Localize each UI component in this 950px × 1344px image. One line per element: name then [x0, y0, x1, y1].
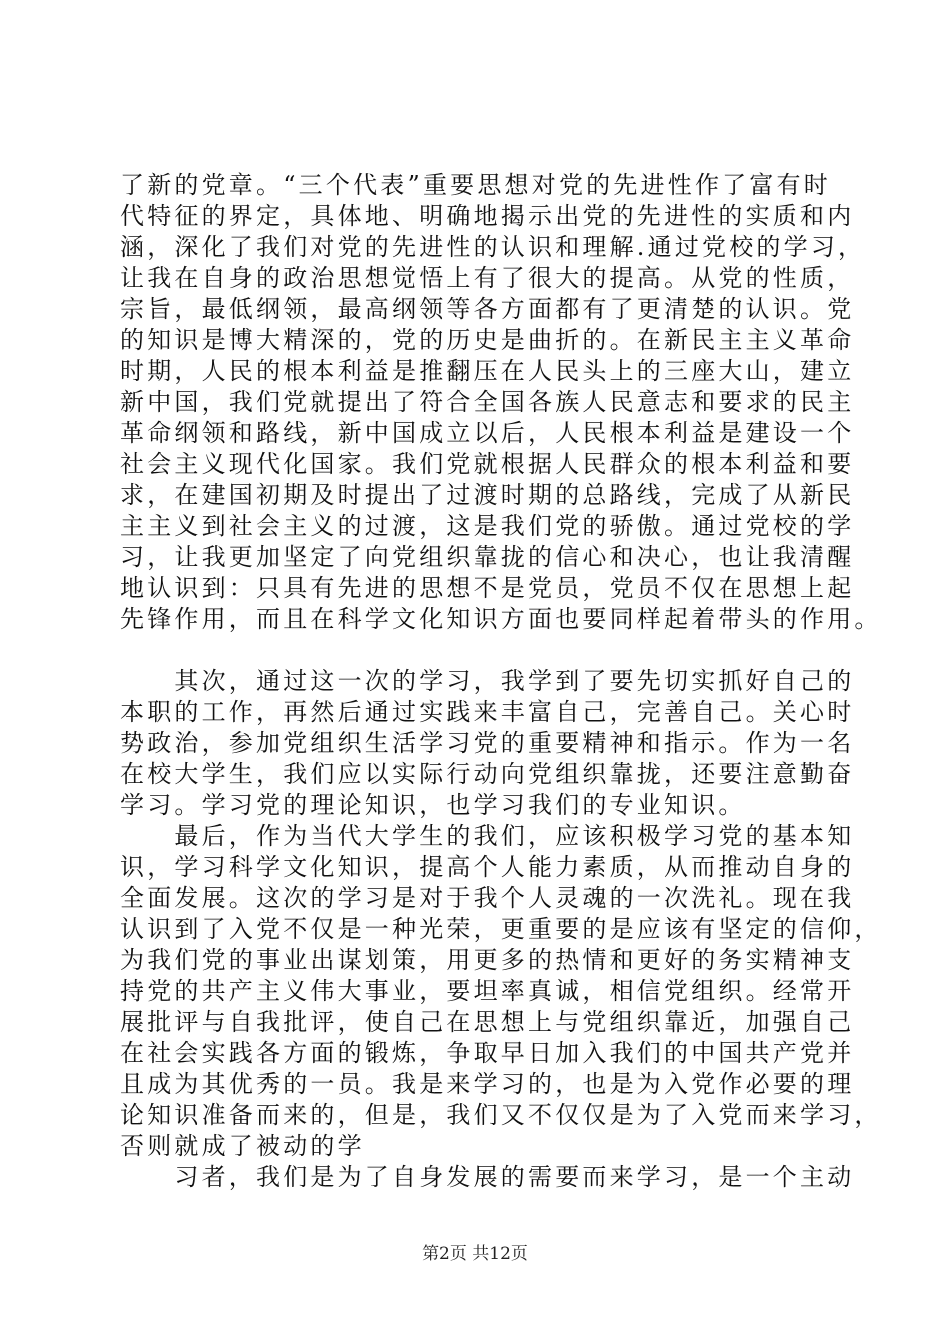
- text-line: 论知识准备而来的，但是，我们又不仅仅是为了入党而来学习，: [120, 1101, 882, 1129]
- text-line: 展批评与自我批评，使自己在思想上与党组织靠近，加强自己: [120, 1008, 855, 1036]
- text-line: 认识到了入党不仅是一种光荣，更重要的是应该有坚定的信仰，: [120, 915, 882, 943]
- text-line: 势政治，参加党组织生活学习党的重要精神和指示。作为一名: [120, 729, 855, 757]
- text-line: 主主义到社会主义的过渡，这是我们党的骄傲。通过党校的学: [120, 512, 855, 540]
- text-line: 革命纲领和路线，新中国成立以后，人民根本利益是建设一个: [120, 419, 855, 447]
- text-line: 识，学习科学文化知识，提高个人能力素质，从而推动自身的: [120, 853, 855, 881]
- text-line: 且成为其优秀的一员。我是来学习的，也是为入党作必要的理: [120, 1070, 855, 1098]
- text-line: 时期，人民的根本利益是推翻压在人民头上的三座大山，建立: [120, 357, 855, 385]
- text-line: 在校大学生，我们应以实际行动向党组织靠拢，还要注意勤奋: [120, 760, 855, 788]
- text-line: 学习。学习党的理论知识，也学习我们的专业知识。: [120, 791, 746, 819]
- paragraph-gap: [120, 635, 845, 666]
- text-line: 了新的党章。“三个代表”重要思想对党的先进性作了富有时: [120, 171, 831, 199]
- paragraph-4: [120, 1162, 855, 1193]
- page-number-footer: 第2页 共12页: [422, 1244, 528, 1264]
- text-line: 宗旨，最低纲领，最高纲领等各方面都有了更清楚的认识。党: [120, 295, 855, 323]
- text-line: 先锋作用，而且在科学文化知识方面也要同样起着带头的作用。: [120, 605, 882, 633]
- text-line: 涵，深化了我们对党的先进性的认识和理解.通过党校的学习，: [120, 233, 866, 261]
- text-line: 习者，我们是为了自身发展的需要而来学习，是一个主动: [120, 1163, 855, 1191]
- text-line: 代特征的界定，具体地、明确地揭示出党的先进性的实质和内: [120, 202, 855, 230]
- text-line: 其次，通过这一次的学习，我学到了要先切实抓好自己的: [120, 667, 855, 695]
- paragraph-3: [120, 821, 882, 1162]
- text-line: 否则就成了被动的学: [120, 1132, 365, 1160]
- text-line: 最后，作为当代大学生的我们，应该积极学习党的基本知: [120, 822, 855, 850]
- text-line: 求，在建国初期及时提出了过渡时期的总路线，完成了从新民: [120, 481, 855, 509]
- text-line: 的知识是博大精深的，党的历史是曲折的。在新民主主义革命: [120, 326, 855, 354]
- text-line: 习，让我更加坚定了向党组织靠拢的信心和决心，也让我清醒: [120, 543, 855, 571]
- paragraph-1: [120, 170, 882, 635]
- text-line: 在社会实践各方面的锻炼，争取早日加入我们的中国共产党并: [120, 1039, 855, 1067]
- text-line: 让我在自身的政治思想觉悟上有了很大的提高。从党的性质，: [120, 264, 855, 292]
- body-text: [120, 170, 882, 1193]
- text-line: 地认识到：只具有先进的思想不是党员，党员不仅在思想上起: [120, 574, 855, 602]
- text-line: 为我们党的事业出谋划策，用更多的热情和更好的务实精神支: [120, 946, 855, 974]
- text-line: 新中国，我们党就提出了符合全国各族人民意志和要求的民主: [120, 388, 855, 416]
- text-line: 持党的共产主义伟大事业，要坦率真诚，相信党组织。经常开: [120, 977, 855, 1005]
- text-line: 本职的工作，再然后通过实践来丰富自己，完善自己。关心时: [120, 698, 855, 726]
- paragraph-2: [120, 666, 855, 821]
- text-line: 全面发展。这次的学习是对于我个人灵魂的一次洗礼。现在我: [120, 884, 855, 912]
- text-line: 社会主义现代化国家。我们党就根据人民群众的根本利益和要: [120, 450, 855, 478]
